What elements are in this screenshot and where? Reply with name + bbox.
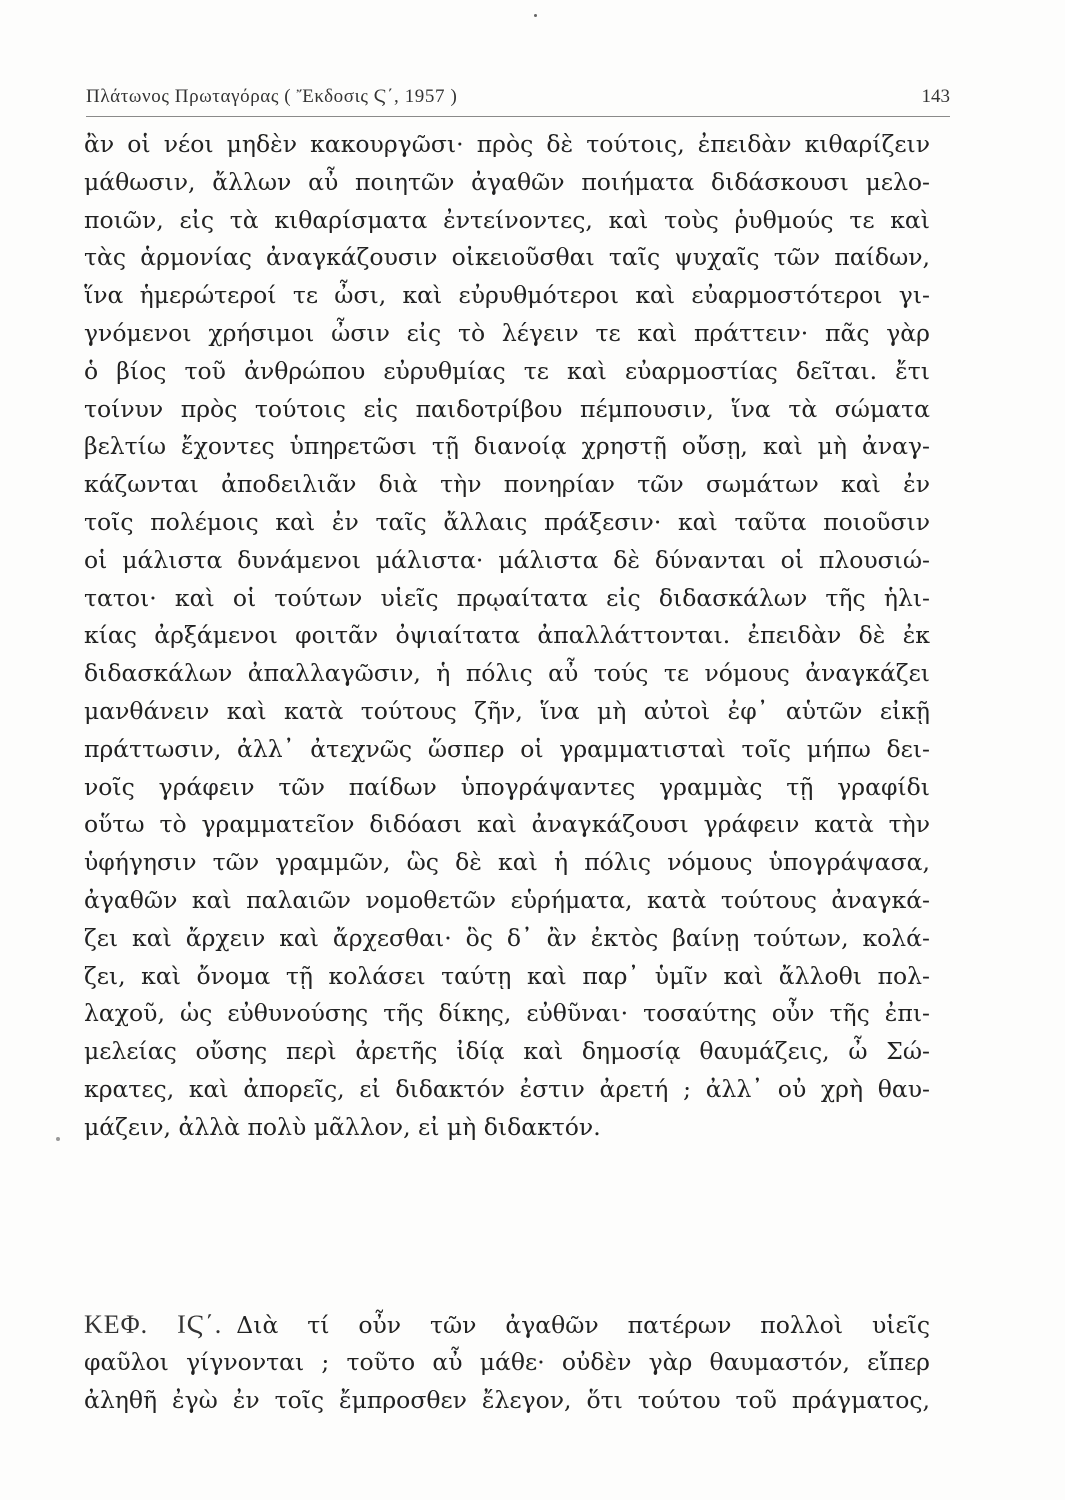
running-title: Πλάτωνος Πρωταγόρας ( Ἔκδοσις Ϛ΄, 1957 ) — [86, 86, 458, 107]
chapter-heading: ΚΕΦ. ΙϚ΄. — [84, 1310, 223, 1339]
chapter-first-line-text: Διὰ τί οὖν τῶν ἀγαθῶν πατέρων πολλοὶ υἱεῖς — [236, 1311, 930, 1339]
text-line: γνόμενοι χρήσιμοι ὦσιν εἰς τὸ λέγειν τε καὶ πράττειν· πᾶς γὰρ — [84, 318, 930, 347]
text-line: βελτίω ἔχοντες ὑπηρετῶσι τῇ διανοίᾳ χρηστῇ οὔσῃ, καὶ μὴ ἀναγ- — [84, 432, 930, 461]
text-line: λαχοῦ, ὡς εὐθυνούσης τῆς δίκης, εὐθῦναι· τοσαύτης οὖν τῆς ἐπι- — [84, 999, 930, 1028]
text-line: οἱ μάλιστα δυνάμενοι μάλιστα· μάλιστα δὲ δύνανται οἱ πλουσιώ- — [84, 545, 930, 574]
text-line: τὰς ἁρμονίας ἀναγκάζουσιν οἰκειοῦσθαι ταῖς ψυχαῖς τῶν παίδων, — [84, 243, 930, 272]
text-line: ὁ βίος τοῦ ἀνθρώπου εὐρυθμίας τε καὶ εὐαρμοστίας δεῖται. ἔτι — [84, 356, 930, 385]
running-head — [86, 86, 950, 117]
text-line: τοῖς πολέμοις καὶ ἐν ταῖς ἄλλαις πράξεσιν· καὶ ταῦτα ποιοῦσιν — [84, 507, 930, 536]
text-line: μανθάνειν καὶ κατὰ τούτους ζῆν, ἵνα μὴ αὐτοὶ ἐφ᾽ αὑτῶν εἰκῇ — [84, 696, 930, 725]
text-line: κίας ἀρξάμενοι φοιτᾶν ὀψιαίτατα ἀπαλλάττονται. ἐπειδὰν δὲ ἐκ — [84, 621, 930, 650]
margin-speck — [56, 1137, 60, 1141]
text-line: ἵνα ἡμερώτεροί τε ὦσι, καὶ εὐρυθμότεροι καὶ εὐαρμοστότεροι γι- — [84, 281, 930, 310]
text-line: ποιῶν, εἰς τὰ κιθαρίσματα ἐντείνοντες, καὶ τοὺς ῥυθμούς τε καὶ — [84, 205, 930, 234]
chapter-first-line — [84, 1306, 930, 1344]
text-line: φαῦλοι γίγνονται ; τοῦτο αὖ μάθε· οὐδὲν γὰρ θαυμαστόν, εἴπερ — [84, 1347, 930, 1376]
text-line: ὑφήγησιν τῶν γραμμῶν, ὣς δὲ καὶ ἡ πόλις νόμους ὑπογράψασα, — [84, 848, 930, 877]
text-line: μάθωσιν, ἄλλων αὖ ποιητῶν ἀγαθῶν ποιήματα διδάσκουσι μελο- — [84, 167, 930, 196]
text-line: κρατες, καὶ ἀπορεῖς, εἰ διδακτόν ἐστιν ἀρετή ; ἀλλ᾽ οὐ χρὴ θαυ- — [84, 1074, 930, 1103]
text-line: μελείας οὔσης περὶ ἀρετῆς ἰδίᾳ καὶ δημοσίᾳ θαυμάζεις, ὦ Σώ- — [84, 1037, 930, 1066]
text-line: ζει καὶ ἄρχειν καὶ ἄρχεσθαι· ὃς δ᾽ ἂν ἐκτὸς βαίνῃ τούτων, κολά- — [84, 923, 930, 952]
chapter-section — [84, 1306, 930, 1419]
text-line: ἀληθῆ ἐγὼ ἐν τοῖς ἔμπροσθεν ἔλεγον, ὅτι τούτου τοῦ πράγματος, — [84, 1385, 930, 1414]
text-line: τοίνυν πρὸς τούτοις εἰς παιδοτρίβου πέμπουσιν, ἵνα τὰ σώματα — [84, 394, 930, 423]
text-line: ἂν οἱ νέοι μηδὲν κακουργῶσι· πρὸς δὲ τούτοις, ἐπειδὰν κιθαρίζειν — [84, 130, 930, 158]
page-speck — [534, 14, 537, 17]
text-line: κάζωνται ἀποδειλιᾶν διὰ τὴν πονηρίαν τῶν σωμάτων καὶ ἐν — [84, 470, 930, 499]
text-line: ζει, καὶ ὄνομα τῇ κολάσει ταύτῃ καὶ παρ᾽ ὑμῖν καὶ ἄλλοθι πολ- — [84, 961, 930, 990]
text-line: οὕτω τὸ γραμματεῖον διδόασι καὶ ἀναγκάζουσι γράφειν κατὰ τὴν — [84, 810, 930, 839]
text-line: πράττωσιν, ἀλλ᾽ ἀτεχνῶς ὥσπερ οἱ γραμματισταὶ τοῖς μήπω δει- — [84, 734, 930, 763]
text-line-paragraph-end: μάζειν, ἀλλὰ πολὺ μᾶλλον, εἰ μὴ διδακτόν. — [84, 1112, 601, 1141]
body-text — [84, 126, 930, 1147]
text-line: διδασκάλων ἀπαλλαγῶσιν, ἡ πόλις αὖ τούς τε νόμους ἀναγκάζει — [84, 659, 930, 688]
text-line: ἀγαθῶν καὶ παλαιῶν νομοθετῶν εὑρήματα, κατὰ τούτους ἀναγκά- — [84, 885, 930, 914]
text-line: τατοι· καὶ οἱ τούτων υἱεῖς πρῳαίτατα εἰς διδασκάλων τῆς ἡλι- — [84, 583, 930, 612]
text-line: νοῖς γράφειν τῶν παίδων ὑπογράψαντες γραμμὰς τῇ γραφίδι — [84, 772, 930, 801]
page-number: 143 — [921, 86, 950, 107]
